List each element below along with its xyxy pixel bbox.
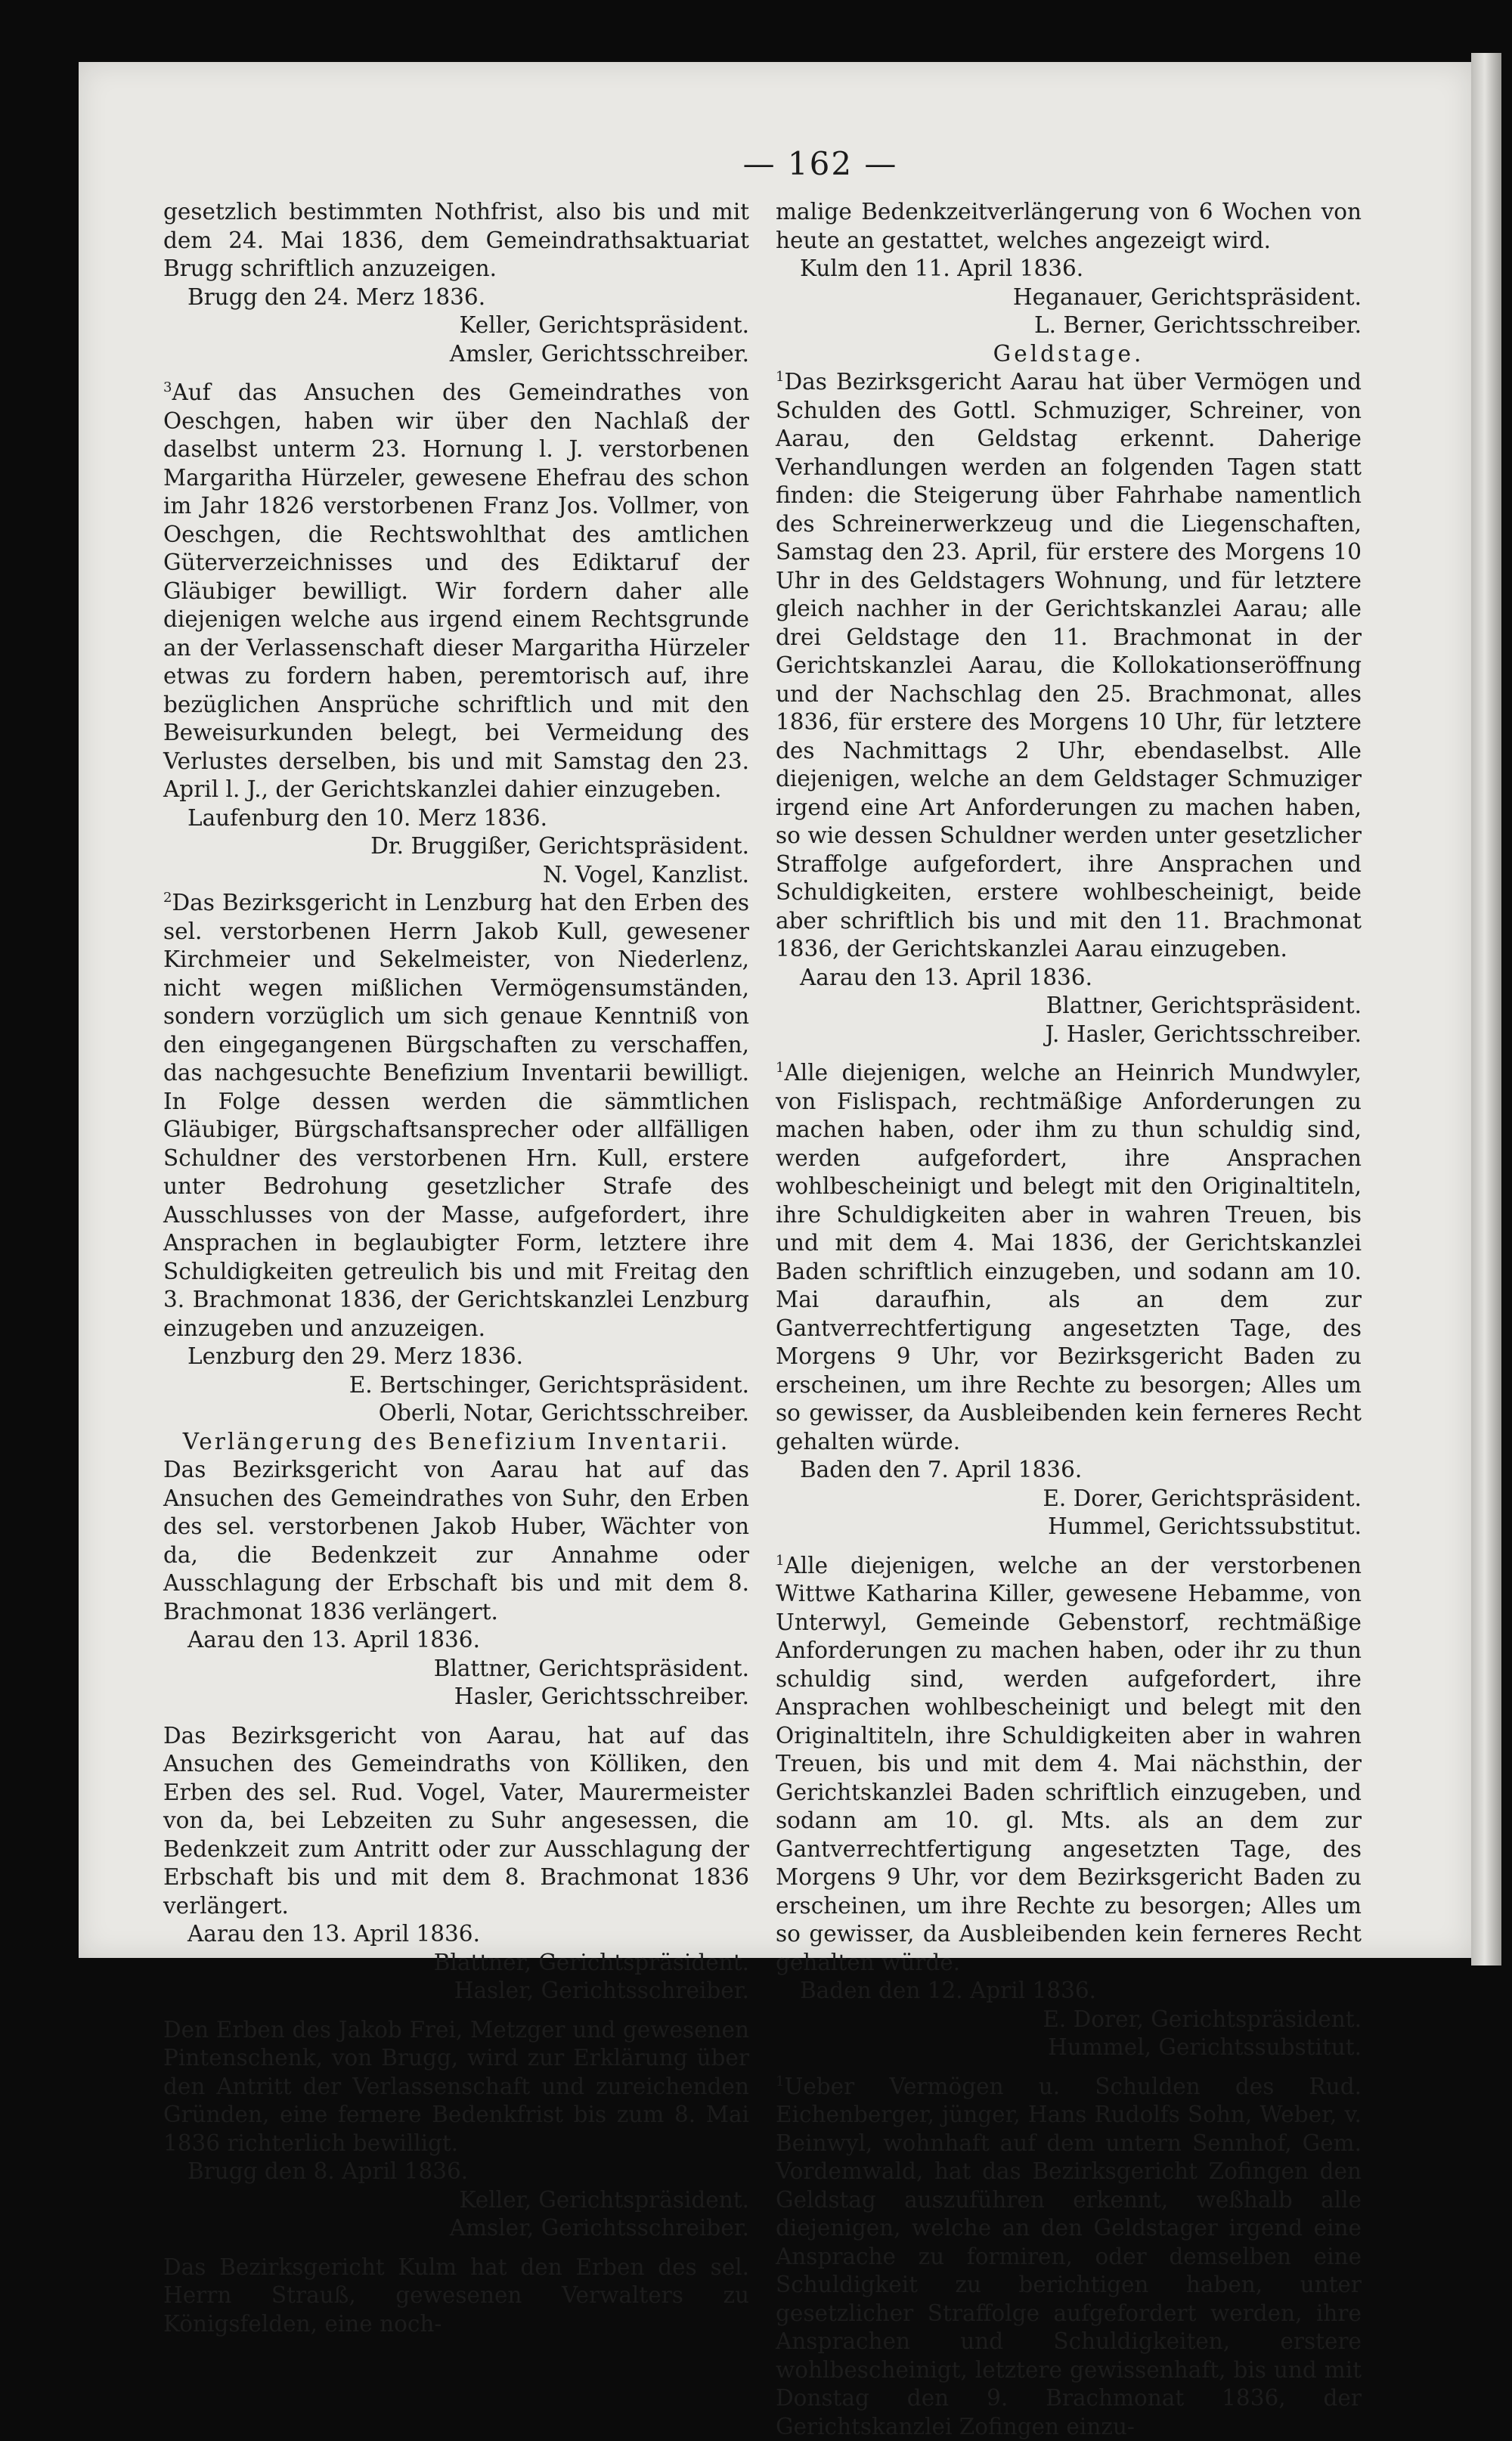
notice-paragraph	[776, 368, 1362, 964]
section-heading: Geldstage.	[776, 340, 1362, 369]
notice-paragraph: Das Bezirksgericht von Aarau hat auf das Ansuchen des Gemeindrathes von Suhr, den Erben des sel. verstorbenen Jakob Huber, Wächter von da, die Bedenkzeit zur Annahme oder Ausschlagung der Erbschaft bis und mit dem 8. Brachmonat 1836 verlängert.	[163, 1456, 749, 1626]
reference-mark: 3	[163, 379, 172, 395]
notice-signature: Keller, Gerichtspräsident.	[163, 311, 749, 340]
notice-signature: Amsler, Gerichtsschreiber.	[163, 340, 749, 369]
document-page	[79, 62, 1471, 1958]
notice-signature: J. Hasler, Gerichtsschreiber.	[776, 1021, 1362, 1049]
notice-date: Lenzburg den 29. Merz 1836.	[163, 1343, 749, 1371]
notice-signature: Hummel, Gerichtssubstitut.	[776, 1513, 1362, 1541]
notice-text: Das Bezirksgericht Aarau hat über Vermögen und Schulden des Gottl. Schmuziger, Schreiner, von Aarau, den Geldstag erkennt. Daherige Verhandlungen werden an folgenden Tagen statt finden: die Steigerung über Fahrhabe namentlich des Schreinerwerkzeug und die Liegenschaften, Samstag den 23. April, für erstere des Morgens 10 Uhr in des Geldstagers Wohnung, und für letztere gleich nachher in der Gerichtskanzlei Aarau; alle drei Geldstage den 11. Brachmonat in der Gerichtskanzlei Aarau, die Kollokationseröffnung und der Nachschlag den 25. Brachmonat, alles 1836, für erstere des Morgens 10 Uhr, für letztere des Nachmittags 2 Uhr, ebendaselbst. Alle diejenigen, welche an dem Geldstager Schmuziger irgend eine Art Anforderungen zu machen haben, so wie dessen Schuldner werden unter gesetzlicher Straffolge aufgefordert, ihre Ansprachen und Schuldigkeiten, erstere wohlbescheinigt, beide aber schriftlich bis und mit den 11. Brachmonat 1836, der Gerichtskanzlei Aarau einzugeben.	[776, 369, 1362, 962]
notice-signature: E. Bertschinger, Gerichtspräsident.	[163, 1371, 749, 1400]
reference-mark: 1	[776, 2074, 784, 2089]
notice-paragraph	[776, 1059, 1362, 1456]
notice-date: Baden den 12. April 1836.	[776, 1977, 1362, 2006]
notice-paragraph: malige Bedenkzeitverlängerung von 6 Wochen von heute an gestattet, welches angezeigt wird.	[776, 198, 1362, 255]
notice-signature: L. Berner, Gerichtsschreiber.	[776, 311, 1362, 340]
notice-date: Aarau den 13. April 1836.	[163, 1626, 749, 1655]
notice-signature: Hasler, Gerichtsschreiber.	[163, 1683, 749, 1711]
notice-text: Ueber Vermögen u. Schulden des Rud. Eichenberger, jünger, Hans Rudolfs Sohn, Weber, v. Beinwyl, wohnhaft auf dem untern Sennhof, Gem. Vordemwald, hat das Bezirksgericht Zofingen den Geldstag auszuführen erkennt, weßhalb alle diejenigen, welche an den Geldstager irgend eine Ansprache zu formiren, oder demselben eine Schuldigkeit zu berichtigen haben, unter gesetzlicher Straffolge aufgefordert werden, ihre Ansprachen und Schuldigkeiten, erstere wohlbescheinigt, letztere gewissenhaft, bis und mit Donstag den 9. Brachmonat 1836, der Gerichtskanzlei Zofingen einzu-	[776, 2074, 1362, 2439]
notice-signature: Hummel, Gerichtssubstitut.	[776, 2034, 1362, 2062]
reference-mark: 1	[776, 1060, 784, 1076]
section-heading: Verlängerung des Benefizium Inventarii.	[163, 1428, 749, 1457]
notice-date: Laufenburg den 10. Merz 1836.	[163, 804, 749, 833]
notice-text: Das Bezirksgericht in Lenzburg hat den Erben des sel. verstorbenen Herrn Jakob Kull, gewesener Kirchmeier und Sekelmeister, von Niederlenz, nicht wegen mißlichen Vermögensumständen, sondern vorzüglich um sich genaue Kenntniß von den eingegangenen Bürgschaften zu verschaffen, das nachgesuchte Benefizium Inventarii bewilligt. In Folge dessen werden die sämmtlichen Gläubiger, Bürgschaftsansprecher oder allfälligen Schuldner des verstorbenen Hrn. Kull, erstere unter Bedrohung gesetzlicher Strafe des Ausschlusses von der Masse, aufgefordert, ihre Ansprachen in beglaubigter Form, letztere ihre Schuldigkeiten getreulich bis und mit Freitag den 3. Brachmonat 1836, der Gerichtskanzlei Lenzburg einzugeben und anzuzeigen.	[163, 890, 749, 1341]
notice-signature: Amsler, Gerichtsschreiber.	[163, 2214, 749, 2243]
notice-date: Aarau den 13. April 1836.	[163, 1920, 749, 1949]
notice-signature: N. Vogel, Kanzlist.	[163, 861, 749, 890]
notice-paragraph: Den Erben des Jakob Frei, Metzger und gewesenen Pintenschenk, von Brugg, wird zur Erklärung über den Antritt der Verlassenschaft und zureichenden Gründen, eine fernere Bedenkfrist bis zum 8. Mai 1836 richterlich bewilligt.	[163, 2016, 749, 2158]
notice-paragraph	[163, 889, 749, 1343]
notice-paragraph	[776, 1552, 1362, 1978]
notice-paragraph	[776, 2073, 1362, 2441]
notice-paragraph	[163, 379, 749, 804]
notice-paragraph: Das Bezirksgericht von Aarau, hat auf das Ansuchen des Gemeindraths von Kölliken, den Erben des sel. Rud. Vogel, Vater, Maurermeister von da, bei Lebzeiten zu Suhr angesessen, die Bedenkzeit zum Antritt oder zur Ausschlagung der Erbschaft bis und mit dem 8. Brachmonat 1836 verlängert.	[163, 1722, 749, 1921]
notice-signature: E. Dorer, Gerichtspräsident.	[776, 1485, 1362, 1513]
left-column	[163, 198, 749, 2338]
page-edge	[1471, 53, 1501, 1966]
notice-paragraph: Das Bezirksgericht Kulm hat den Erben des sel. Herrn Strauß, gewesenen Verwalters zu Königsfelden, eine noch-	[163, 2254, 749, 2339]
notice-signature: E. Dorer, Gerichtspräsident.	[776, 2006, 1362, 2034]
notice-date: Brugg den 24. Merz 1836.	[163, 283, 749, 312]
notice-signature: Blattner, Gerichtspräsident.	[163, 1949, 749, 1978]
notice-signature: Heganauer, Gerichtspräsident.	[776, 283, 1362, 312]
reference-mark: 1	[776, 369, 784, 385]
notice-text: Alle diejenigen, welche an der verstorbenen Wittwe Katharina Killer, gewesene Hebamme, von Unterwyl, Gemeinde Gebenstorf, rechtmäßige Anforderungen zu machen haben, oder ihr zu thun schuldig sind, werden aufgefordert, ihre Ansprachen wohlbescheinigt und belegt mit den Originaltiteln, ihre Schuldigkeiten aber in wahren Treuen, bis und mit dem 4. Mai nächsthin, der Gerichtskanzlei Baden schriftlich einzugeben, und sodann am 10. gl. Mts. als an dem zur Gantverrechtfertigung angesetzten Tage, des Morgens 9 Uhr, vor dem Bezirksgericht Baden zu erscheinen, um ihre Rechte zu besorgen; Alles um so gewisser, da Ausbleibenden kein ferneres Recht gehalten würde.	[776, 1553, 1362, 1975]
notice-text: Auf das Ansuchen des Gemeindrathes von Oeschgen, haben wir über den Nachlaß der daselbst unterm 23. Hornung l. J. verstorbenen Margaritha Hürzeler, gewesene Ehefrau des schon im Jahr 1826 verstorbenen Franz Jos. Vollmer, von Oeschgen, die Rechtswohlthat des amtlichen Güterverzeichnisses und des Ediktaruf der Gläubiger bewilligt. Wir fordern daher alle diejenigen welche aus irgend einem Rechtsgrunde an der Verlassenschaft dieser Margaritha Hürzeler etwas zu fordern haben, peremtorisch auf, ihre bezüglichen Ansprüche schriftlich und mit den Beweisurkunden belegt, bei Vermeidung des Verlustes derselben, bis und mit Samstag den 23. April l. J., der Gerichtskanzlei dahier einzugeben.	[163, 379, 749, 802]
reference-mark: 1	[776, 1553, 784, 1569]
notice-date: Baden den 7. April 1836.	[776, 1456, 1362, 1485]
notice-signature: Blattner, Gerichtspräsident.	[163, 1655, 749, 1684]
notice-signature: Keller, Gerichtspräsident.	[163, 2186, 749, 2215]
page-number: — 162 —	[79, 145, 1471, 182]
notice-date: Brugg den 8. April 1836.	[163, 2158, 749, 2186]
notice-signature: Oberli, Notar, Gerichtsschreiber.	[163, 1399, 749, 1428]
notice-text: Alle diejenigen, welche an Heinrich Mundwyler, von Fislispach, rechtmäßige Anforderungen zu machen haben, oder ihm zu thun schuldig sind, werden aufgefordert, ihre Ansprachen wohlbescheinigt und belegt mit den Originaltiteln, ihre Schuldigkeiten aber in wahren Treuen, bis und mit dem 4. Mai 1836, der Gerichtskanzlei Baden schriftlich einzugeben, und sodann am 10. Mai daraufhin, als an dem zur Gantverrechtfertigung angesetzten Tage, des Morgens 9 Uhr, vor Bezirksgericht Baden zu erscheinen, um ihre Rechte zu besorgen; Alles um so gewisser, da Ausbleibenden kein ferneres Recht gehalten würde.	[776, 1060, 1362, 1454]
notice-date: Aarau den 13. April 1836.	[776, 964, 1362, 993]
right-column	[776, 198, 1362, 2441]
notice-signature: Dr. Bruggißer, Gerichtspräsident.	[163, 832, 749, 861]
notice-signature: Blattner, Gerichtspräsident.	[776, 992, 1362, 1021]
reference-mark: 2	[163, 890, 172, 906]
notice-paragraph: gesetzlich bestimmten Nothfrist, also bis und mit dem 24. Mai 1836, dem Gemeindrathsaktuariat Brugg schriftlich anzuzeigen.	[163, 198, 749, 283]
notice-date: Kulm den 11. April 1836.	[776, 255, 1362, 283]
notice-signature: Hasler, Gerichtsschreiber.	[163, 1977, 749, 2006]
